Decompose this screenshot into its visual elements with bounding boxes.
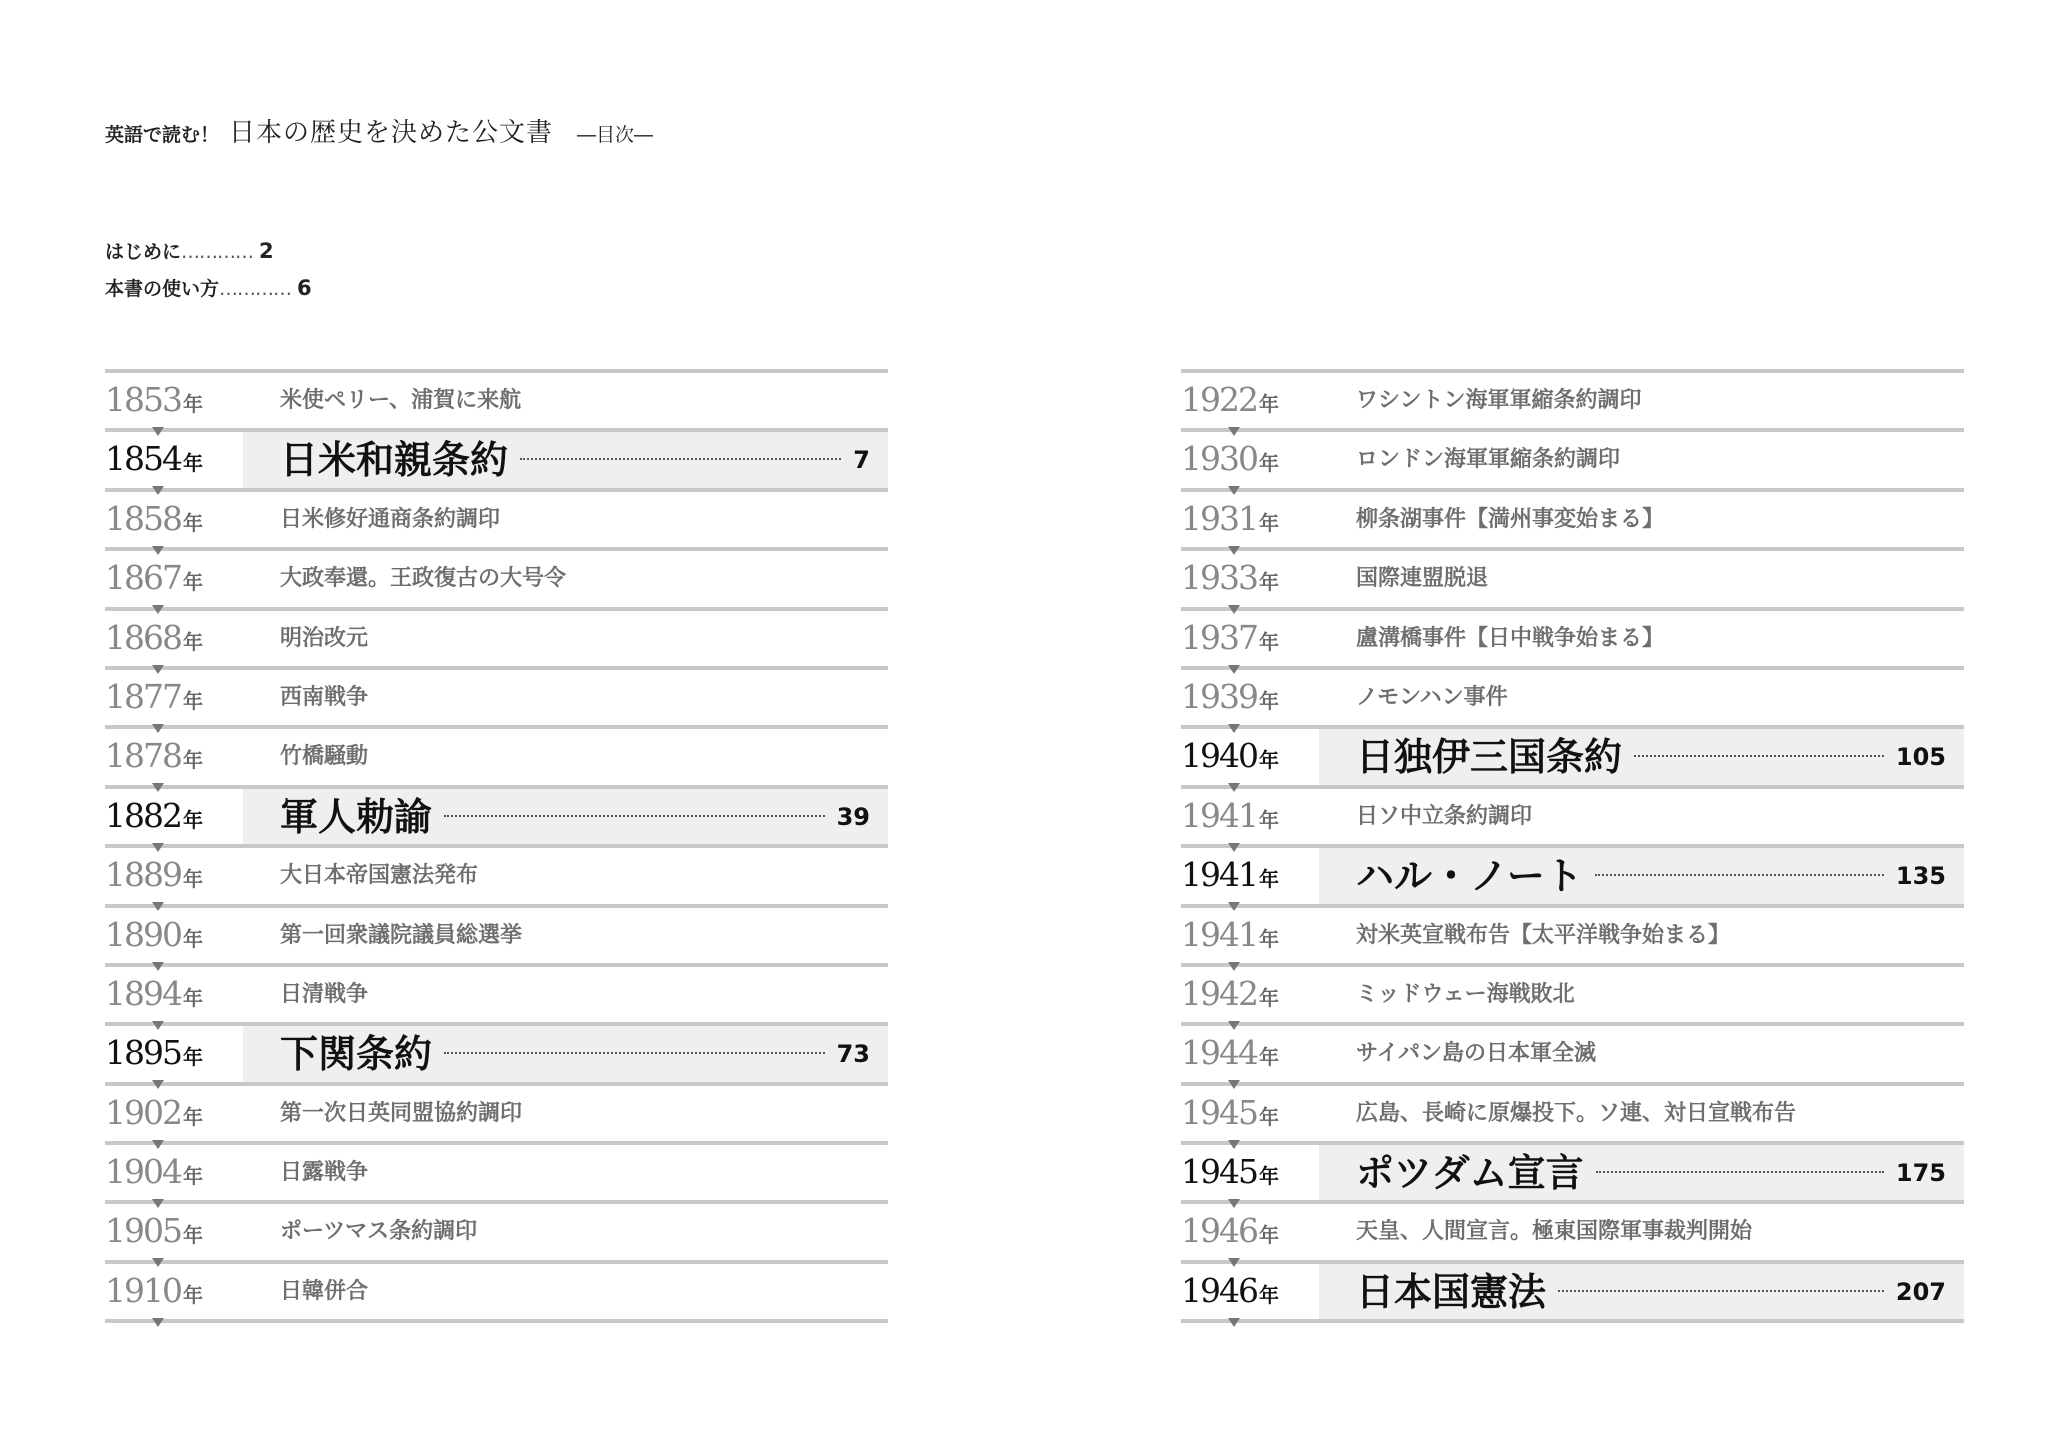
year-number: 1902 <box>105 1092 181 1132</box>
year-suffix: 年 <box>182 688 203 713</box>
divider-line <box>1181 488 1964 492</box>
entry-page-number: 73 <box>836 1040 870 1069</box>
timeline-arrow-icon <box>152 1021 164 1030</box>
divider-line <box>1181 1022 1964 1026</box>
year-suffix: 年 <box>1258 1104 1279 1129</box>
toc-entry-major[interactable] <box>1181 844 1964 903</box>
timeline-arrow-icon <box>152 486 164 495</box>
timeline-arrow-icon <box>1228 605 1240 614</box>
entry-year <box>1181 614 1279 662</box>
year-suffix: 年 <box>182 392 203 416</box>
year-number: 1946 <box>1181 1211 1257 1251</box>
divider-line <box>1181 666 1964 670</box>
entry-title: 日独伊三国条約 <box>1356 735 1623 780</box>
divider-line <box>105 904 888 908</box>
timeline-arrow-icon <box>1228 665 1240 674</box>
timeline-arrow-icon <box>152 902 164 911</box>
year-suffix: 年 <box>1258 570 1279 595</box>
timeline-arrow-icon <box>1228 1080 1240 1089</box>
divider-line <box>105 844 888 848</box>
year-suffix: 年 <box>1258 510 1279 535</box>
year-suffix: 年 <box>182 1164 203 1189</box>
timeline-entry <box>105 1082 888 1141</box>
front-item-how-to-use[interactable] <box>105 270 312 307</box>
toc-entry-major[interactable] <box>1181 1141 1964 1200</box>
year-number: 1868 <box>105 617 181 657</box>
timeline-entry <box>1181 369 1964 428</box>
timeline-entry <box>105 844 888 903</box>
timeline-arrow-icon <box>1228 486 1240 495</box>
timeline-entry <box>105 369 888 428</box>
entry-title: ポツダム宣言 <box>1356 1151 1584 1196</box>
year-number: 1858 <box>105 498 181 538</box>
timeline-entry <box>105 963 888 1022</box>
timeline-right-column <box>1181 369 1964 1323</box>
timeline-arrow-icon <box>152 605 164 614</box>
year-number: 1942 <box>1181 973 1257 1013</box>
divider-line <box>1181 428 1964 432</box>
timeline-entry <box>1181 428 1964 487</box>
entry-year <box>105 970 203 1018</box>
entry-title: ハル・ノート <box>1356 854 1583 899</box>
divider-line <box>1181 1082 1964 1086</box>
divider-line <box>1181 785 1964 789</box>
timeline-entry <box>1181 666 1964 725</box>
year-suffix: 年 <box>182 807 203 832</box>
year-number: 1922 <box>1181 380 1257 419</box>
entry-title: 明治改元 <box>280 625 369 651</box>
leader-dots <box>1596 1171 1884 1173</box>
year-number: 1910 <box>105 1270 181 1310</box>
timeline-entry <box>105 547 888 606</box>
toc-entry-major[interactable] <box>1181 1260 1964 1319</box>
book-title: 日本の歴史を決めた公文書 <box>229 118 554 148</box>
front-item-label: はじめに <box>105 241 182 263</box>
year-number: 1877 <box>105 676 181 716</box>
timeline-arrow-icon <box>1228 1258 1240 1267</box>
timeline-arrow-icon <box>1228 783 1240 792</box>
entry-title: 柳条湖事件【満州事変始まる】 <box>1356 506 1665 532</box>
year-suffix: 年 <box>1258 1282 1279 1307</box>
leader-dots <box>520 458 841 460</box>
entry-title: 西南戦争 <box>280 684 369 710</box>
timeline-arrow-icon <box>1228 1199 1240 1208</box>
entry-page-number: 207 <box>1895 1277 1946 1306</box>
divider-line <box>1181 1319 1964 1323</box>
timeline-arrow-icon <box>1228 1021 1240 1030</box>
year-number: 1895 <box>105 1033 181 1073</box>
year-number: 1853 <box>105 380 181 419</box>
timeline-left-column <box>105 369 888 1323</box>
year-suffix: 年 <box>182 926 203 951</box>
entry-title: ワシントン海軍軍縮条約調印 <box>1356 388 1642 413</box>
timeline-entry <box>1181 785 1964 844</box>
year-number: 1940 <box>1181 736 1257 776</box>
entry-year <box>1181 554 1279 602</box>
entry-year <box>105 792 203 840</box>
year-number: 1854 <box>105 439 181 479</box>
timeline-entry <box>105 607 888 666</box>
entry-title: 広島、長崎に原爆投下。ソ連、対日宣戦布告 <box>1356 1100 1797 1126</box>
timeline-entry <box>105 904 888 963</box>
leader-dots <box>444 1052 825 1054</box>
year-number: 1941 <box>1181 914 1257 954</box>
entry-year <box>1181 1207 1279 1255</box>
toc-entry-major[interactable] <box>1181 725 1964 784</box>
year-number: 1894 <box>105 973 181 1013</box>
year-suffix: 年 <box>1258 926 1279 951</box>
year-suffix: 年 <box>1258 1164 1279 1189</box>
entry-title: 米使ペリー、浦賀に来航 <box>280 388 522 413</box>
entry-year <box>1181 1267 1279 1315</box>
header-prefix: 英語で読む！ <box>105 124 220 146</box>
timeline-entry <box>1181 904 1964 963</box>
toc-entry-major[interactable] <box>105 428 888 487</box>
timeline-arrow-icon <box>152 1318 164 1327</box>
timeline-entry <box>105 1141 888 1200</box>
entry-year <box>105 614 203 662</box>
divider-line <box>105 666 888 670</box>
year-suffix: 年 <box>182 1223 203 1248</box>
entry-title: 竹橋騒動 <box>280 744 369 770</box>
year-suffix: 年 <box>182 451 203 476</box>
year-number: 1941 <box>1181 795 1257 835</box>
year-suffix: 年 <box>1258 748 1279 773</box>
year-suffix: 年 <box>1258 392 1279 416</box>
timeline-entry <box>105 1200 888 1259</box>
timeline-arrow-icon <box>1228 962 1240 971</box>
timeline-entry <box>105 488 888 547</box>
divider-line <box>105 1260 888 1264</box>
leader-dots <box>1595 874 1884 876</box>
entry-year <box>105 435 203 483</box>
entry-title: 大政奉還。王政復古の大号令 <box>280 566 567 592</box>
timeline-arrow-icon <box>152 546 164 555</box>
entry-year <box>1181 376 1279 424</box>
year-number: 1904 <box>105 1152 181 1192</box>
divider-line <box>105 547 888 551</box>
timeline-arrow-icon <box>152 962 164 971</box>
timeline-entry <box>1181 547 1964 606</box>
year-number: 1945 <box>1181 1152 1257 1192</box>
entry-year <box>105 1148 203 1196</box>
front-item-introduction[interactable] <box>105 233 312 270</box>
entry-year <box>105 1207 203 1255</box>
year-number: 1882 <box>105 795 181 835</box>
timeline-arrow-icon <box>1228 724 1240 733</box>
year-number: 1945 <box>1181 1092 1257 1132</box>
divider-line <box>1181 963 1964 967</box>
front-item-label: 本書の使い方 <box>105 278 220 300</box>
year-number: 1867 <box>105 558 181 598</box>
timeline-arrow-icon <box>152 427 164 436</box>
timeline-arrow-icon <box>152 1080 164 1089</box>
entry-title: 日ソ中立条約調印 <box>1356 803 1533 829</box>
front-item-page: 2 <box>259 239 274 263</box>
timeline-arrow-icon <box>152 724 164 733</box>
entry-year <box>1181 1148 1279 1196</box>
entry-title: 日本国憲法 <box>1356 1269 1547 1314</box>
divider-line <box>105 369 888 373</box>
entry-title: 日米修好通商条約調印 <box>280 506 501 532</box>
entry-page-number: 135 <box>1895 862 1946 891</box>
entry-year <box>105 1267 203 1315</box>
entry-title: ロンドン海軍軍縮条約調印 <box>1356 447 1621 473</box>
divider-line <box>105 1082 888 1086</box>
timeline-entry <box>1181 1082 1964 1141</box>
entry-title: 下関条約 <box>280 1032 433 1077</box>
timeline-arrow-icon <box>152 1140 164 1149</box>
divider-line <box>1181 1200 1964 1204</box>
entry-year <box>105 673 203 721</box>
entry-title: 対米英宣戦布告【太平洋戦争始まる】 <box>1356 922 1731 948</box>
entry-year <box>105 732 203 780</box>
timeline-arrow-icon <box>152 1199 164 1208</box>
entry-year <box>1181 1089 1279 1137</box>
entry-year <box>1181 970 1279 1018</box>
timeline-entry <box>1181 488 1964 547</box>
entry-year <box>1181 673 1279 721</box>
year-suffix: 年 <box>1258 867 1279 892</box>
timeline-entry <box>1181 1200 1964 1259</box>
entry-page-number: 39 <box>836 802 870 831</box>
timeline-entry <box>105 666 888 725</box>
year-suffix: 年 <box>182 1045 203 1070</box>
divider-line <box>105 1200 888 1204</box>
year-suffix: 年 <box>1258 807 1279 832</box>
timeline-arrow-icon <box>152 783 164 792</box>
entry-title: 国際連盟脱退 <box>1356 566 1489 592</box>
entry-year <box>1181 792 1279 840</box>
year-number: 1930 <box>1181 439 1257 479</box>
entry-year <box>1181 1029 1279 1077</box>
year-suffix: 年 <box>1258 985 1279 1010</box>
year-number: 1933 <box>1181 558 1257 598</box>
timeline-arrow-icon <box>1228 902 1240 911</box>
timeline-entry <box>1181 963 1964 1022</box>
entry-title: 日露戦争 <box>280 1160 369 1186</box>
entry-title: 第一回衆議院議員総選挙 <box>280 922 523 948</box>
entry-year <box>105 911 203 959</box>
entry-year <box>1181 911 1279 959</box>
entry-title: 盧溝橋事件【日中戦争始まる】 <box>1356 625 1665 651</box>
timeline-arrow-icon <box>152 1258 164 1267</box>
year-number: 1931 <box>1181 498 1257 538</box>
year-suffix: 年 <box>182 570 203 595</box>
entry-year <box>105 1029 203 1077</box>
entry-page-number: 105 <box>1895 743 1946 772</box>
year-number: 1941 <box>1181 855 1257 895</box>
entry-title: 日米和親条約 <box>280 438 509 483</box>
entry-title: ミッドウェー海戦敗北 <box>1356 981 1575 1007</box>
divider-line <box>105 725 888 729</box>
toc-entry-major[interactable] <box>105 785 888 844</box>
year-suffix: 年 <box>1258 629 1279 654</box>
divider-line <box>105 963 888 967</box>
divider-line <box>105 607 888 611</box>
leader-dots: ………… <box>219 278 292 300</box>
divider-line <box>105 1319 888 1323</box>
year-number: 1905 <box>105 1211 181 1251</box>
divider-line <box>105 488 888 492</box>
timeline-arrow-icon <box>1228 1318 1240 1327</box>
entry-title: 天皇、人間宣言。極東国際軍事裁判開始 <box>1356 1219 1753 1245</box>
page-header <box>105 112 653 149</box>
year-number: 1890 <box>105 914 181 954</box>
timeline-entry <box>105 1260 888 1319</box>
year-suffix: 年 <box>182 985 203 1010</box>
leader-dots <box>444 815 825 817</box>
entry-year <box>1181 435 1279 483</box>
divider-line <box>1181 369 1964 373</box>
entry-page-number: 7 <box>853 446 870 475</box>
entry-page-number: 175 <box>1895 1159 1946 1188</box>
divider-line <box>1181 607 1964 611</box>
divider-line <box>105 1141 888 1145</box>
year-suffix: 年 <box>1258 1223 1279 1248</box>
year-suffix: 年 <box>1258 451 1279 476</box>
year-number: 1944 <box>1181 1033 1257 1073</box>
entry-title: ノモンハン事件 <box>1356 684 1508 710</box>
timeline-arrow-icon <box>1228 546 1240 555</box>
year-suffix: 年 <box>182 1104 203 1129</box>
entry-year <box>1181 851 1279 899</box>
entry-title: サイパン島の日本軍全滅 <box>1356 1041 1597 1067</box>
entry-title: ポーツマス条約調印 <box>280 1219 478 1245</box>
toc-entry-major[interactable] <box>105 1022 888 1081</box>
entry-year <box>105 376 203 424</box>
year-suffix: 年 <box>182 748 203 773</box>
entry-title: 日清戦争 <box>280 981 369 1007</box>
entry-title: 第一次日英同盟協約調印 <box>280 1100 523 1126</box>
year-suffix: 年 <box>1258 688 1279 713</box>
year-number: 1946 <box>1181 1270 1257 1310</box>
entry-title: 軍人勅諭 <box>280 794 433 839</box>
year-number: 1937 <box>1181 617 1257 657</box>
entry-year <box>105 495 203 543</box>
leader-dots <box>1558 1290 1884 1292</box>
entry-year <box>105 851 203 899</box>
year-number: 1939 <box>1181 676 1257 716</box>
front-item-page: 6 <box>297 276 312 300</box>
divider-line <box>1181 904 1964 908</box>
timeline-arrow-icon <box>1228 427 1240 436</box>
front-matter <box>105 233 312 307</box>
year-suffix: 年 <box>182 510 203 535</box>
year-suffix: 年 <box>182 867 203 892</box>
year-suffix: 年 <box>1258 1045 1279 1070</box>
entry-year <box>1181 495 1279 543</box>
entry-title: 大日本帝国憲法発布 <box>280 863 479 889</box>
timeline-entry <box>1181 1022 1964 1081</box>
entry-year <box>105 554 203 602</box>
timeline-arrow-icon <box>1228 1140 1240 1149</box>
leader-dots <box>1634 755 1884 757</box>
timeline-arrow-icon <box>152 843 164 852</box>
timeline-entry <box>105 725 888 784</box>
divider-line <box>1181 547 1964 551</box>
year-number: 1889 <box>105 855 181 895</box>
timeline-entry <box>1181 607 1964 666</box>
timeline-arrow-icon <box>1228 843 1240 852</box>
year-suffix: 年 <box>182 629 203 654</box>
year-suffix: 年 <box>182 1282 203 1307</box>
timeline-arrow-icon <box>152 665 164 674</box>
entry-year <box>105 1089 203 1137</box>
entry-year <box>1181 732 1279 780</box>
entry-title: 日韓併合 <box>280 1278 369 1304</box>
leader-dots: ………… <box>181 241 254 263</box>
toc-heading: ―目次― <box>577 124 654 146</box>
year-number: 1878 <box>105 736 181 776</box>
